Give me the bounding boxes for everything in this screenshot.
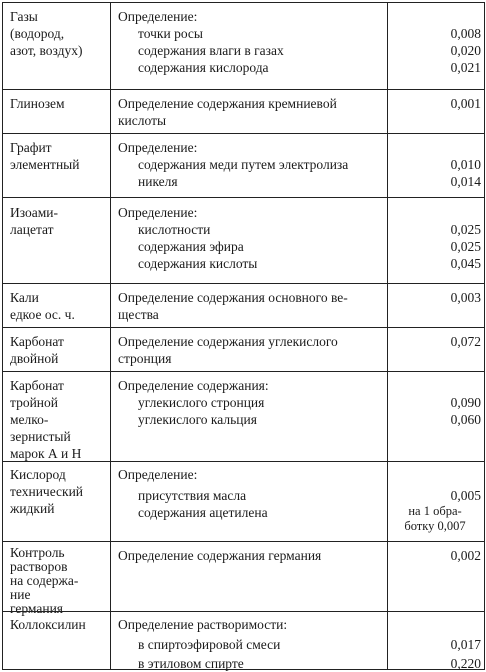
substance-name: Контроль растворов на содержа- ние германия: [10, 545, 79, 616]
determination-item: содержания эфира: [138, 239, 244, 254]
determination-item: углекислого кальция: [138, 412, 257, 427]
substance-name: Изоами- лацетат: [10, 205, 59, 237]
determination-cell: [118, 95, 384, 129]
determination-cell: [118, 8, 384, 76]
value: [389, 504, 481, 534]
determination-item: точки росы: [138, 26, 203, 41]
value: 0,025: [450, 239, 481, 254]
determination-item: в спиртоэфировой смеси: [138, 637, 281, 652]
determination-item: содержания ацетилена: [138, 505, 268, 520]
determination-item: в этиловом спирте: [138, 656, 244, 671]
substance-name: Газы (водород, азот, воздух): [10, 9, 83, 58]
substance-name: Коллоксилин: [10, 617, 86, 632]
determination-header: Определение:: [118, 9, 198, 24]
value: 0,060: [450, 412, 481, 427]
value: 0,090: [450, 395, 481, 410]
table-row: [3, 611, 484, 671]
value-cell: [389, 333, 481, 350]
value: 0,072: [450, 334, 481, 349]
value-line: ботку 0,007: [404, 519, 466, 533]
determination-cell: [118, 139, 384, 190]
value: 0,025: [450, 222, 481, 237]
value: 0,005: [450, 488, 481, 503]
determination-header: Определение содержания:: [118, 378, 269, 393]
table-row: [3, 283, 484, 327]
table-row: [3, 133, 484, 197]
substance-name: Глинозем: [10, 96, 65, 111]
value-cell: [389, 289, 481, 306]
value: 0,021: [450, 60, 481, 75]
determination-cell: [118, 616, 384, 672]
determination-text: Определение содержания кремниевой: [118, 96, 337, 111]
determination-text: Определение содержания германия: [118, 548, 322, 563]
substance-name: Карбонат тройной мелко- зернистый марок А и Н: [10, 378, 82, 461]
determination-cell: [118, 204, 384, 272]
value: 0,020: [450, 43, 481, 58]
value: 0,045: [450, 256, 481, 271]
determination-item: углекислого стронция: [138, 395, 265, 410]
value: 0,010: [450, 157, 481, 172]
table-row: [3, 197, 484, 283]
value-cell: [389, 156, 481, 190]
substance-name: Кали едкое ос. ч.: [10, 290, 75, 322]
value-cell: [389, 95, 481, 112]
determination-item: кислотности: [138, 222, 211, 237]
value-cell: [389, 547, 481, 564]
determination-text: щества: [118, 307, 159, 322]
substance-name: Кислород технический жидкий: [10, 467, 84, 516]
value: 0,008: [450, 26, 481, 41]
value-cell: [389, 25, 481, 76]
determination-item: содержания меди путем электролиза: [138, 157, 349, 172]
determination-cell: [118, 377, 384, 428]
substance-name: Карбонат двойной: [10, 334, 64, 366]
determination-item: содержания кислоты: [138, 256, 258, 271]
determination-header: Определение растворимости:: [118, 617, 288, 632]
determination-cell: [118, 547, 384, 564]
value: 0,017: [450, 637, 481, 652]
consumption-table: [2, 2, 485, 670]
determination-item: никеля: [138, 174, 178, 189]
determination-item: содержания кислорода: [138, 60, 269, 75]
value: 0,003: [450, 290, 481, 305]
determination-item: содержания влаги в газах: [138, 43, 284, 58]
value: 0,014: [450, 174, 481, 189]
table-row: [3, 461, 484, 541]
table-row: [3, 541, 484, 616]
determination-cell: [118, 466, 384, 521]
table-row: [3, 89, 484, 133]
determination-header: Определение:: [118, 205, 198, 220]
value-cell: [389, 221, 481, 272]
value-line: на 1 обра-: [408, 504, 462, 518]
table-row: [3, 371, 484, 461]
table-row: [3, 327, 484, 371]
value: 0,001: [450, 96, 481, 111]
table-row: [3, 3, 484, 89]
value: 0,220: [450, 656, 481, 671]
determination-header: Определение:: [118, 467, 198, 482]
determination-item: присутствия масла: [138, 488, 247, 503]
determination-cell: [118, 289, 384, 323]
value-cell: [389, 394, 481, 428]
value-cell: [389, 487, 481, 534]
determination-header: Определение:: [118, 140, 198, 155]
determination-text: стронция: [118, 351, 172, 366]
value: 0,002: [450, 548, 481, 563]
substance-name: Графит элементный: [10, 140, 80, 172]
determination-text: кислоты: [118, 113, 167, 128]
determination-cell: [118, 333, 384, 367]
determination-text: Определение содержания основного ве-: [118, 290, 348, 305]
value-cell: [389, 636, 481, 672]
determination-text: Определение содержания углекислого: [118, 334, 338, 349]
